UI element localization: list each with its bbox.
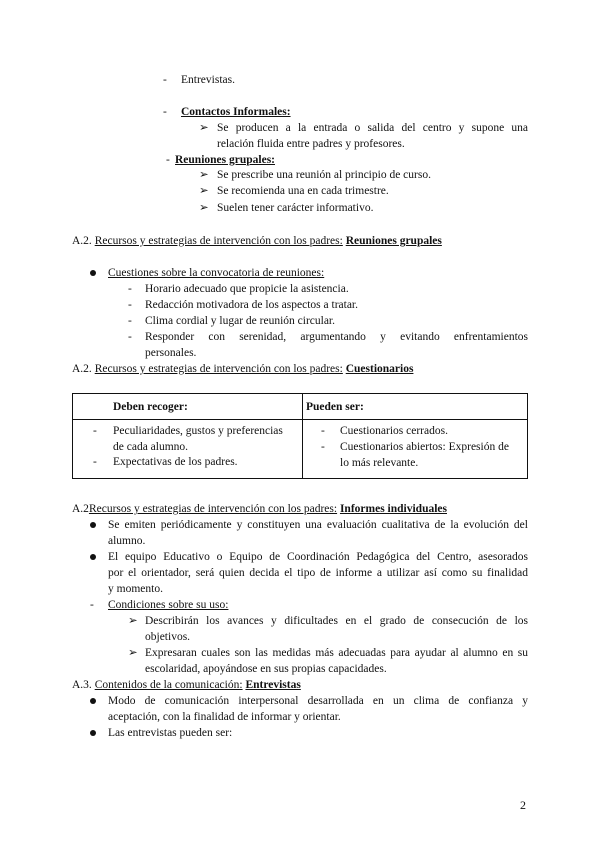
- contenidos-bullet-line1: Las entrevistas pueden ser:: [108, 727, 233, 739]
- reuniones-condition: Clima cordial y lugar de reunión circular.: [145, 315, 336, 327]
- arrow-bullet-icon: ➢: [128, 647, 138, 659]
- contactos-informales-heading: Contactos Informales:: [181, 106, 291, 118]
- cuestiones-convocatoria-heading: Cuestiones sobre la convocatoria de reuniones:: [108, 267, 325, 279]
- dash-marker: -: [93, 456, 97, 468]
- condition-line1: Expresaran cuales son las medidas más adecuadas para ayudar al alumno en su: [145, 647, 528, 659]
- informes-bullet-line3: y momento.: [108, 583, 163, 595]
- condition-line2: objetivos.: [145, 631, 191, 643]
- reuniones-item: Se recomienda una en cada trimestre.: [217, 185, 389, 197]
- arrow-bullet-icon: ➢: [199, 169, 209, 181]
- dash-marker: -: [128, 331, 132, 343]
- bullet-icon: [90, 554, 96, 560]
- section-title: Recursos y estrategias de intervención con los padres:: [94, 363, 343, 375]
- bullet-icon: [90, 698, 96, 704]
- table-cell-text: Cuestionarios cerrados.: [340, 425, 448, 437]
- dash-marker: -: [90, 599, 94, 611]
- contactos-item-line2: relación fluida entre padres y profesores.: [217, 138, 405, 150]
- dash-marker: -: [163, 106, 167, 118]
- dash-marker: -: [128, 299, 132, 311]
- section-prefix: A.2.: [72, 235, 92, 247]
- bullet-icon: [90, 270, 96, 276]
- arrow-bullet-icon: ➢: [199, 185, 209, 197]
- condiciones-uso-heading: Condiciones sobre su uso:: [108, 599, 229, 611]
- col2-header: Pueden ser:: [306, 401, 364, 413]
- table-cell: [73, 420, 303, 479]
- dash-marker: -: [128, 283, 132, 295]
- section-heading-informes: [72, 501, 447, 517]
- section-title-bold: Reuniones grupales: [345, 235, 442, 247]
- table-header-cell: [303, 394, 528, 420]
- section-heading-reuniones: [72, 233, 442, 249]
- page-number: 2: [520, 798, 526, 812]
- cuestionarios-table: [72, 393, 528, 479]
- section-title: Contenidos de la comunicación:: [94, 679, 243, 691]
- arrow-bullet-icon: ➢: [199, 202, 209, 214]
- section-prefix: A.2: [72, 503, 89, 515]
- condition-line1: Describirán los avances y dificultades en el grado de consecución de los: [145, 615, 528, 627]
- section-title-bold: Cuestionarios: [345, 363, 414, 375]
- dash-marker: -: [163, 74, 167, 86]
- reuniones-grupales-heading: Reuniones grupales:: [175, 154, 275, 166]
- informes-bullet-line1: Se emiten periódicamente y constituyen una evaluación cualitativa de la evolución del: [108, 519, 528, 531]
- list-item-entrevistas: Entrevistas.: [181, 74, 235, 86]
- bullet-icon: [90, 522, 96, 528]
- informes-bullet-line1: El equipo Educativo o Equipo de Coordinación Pedagógica del Centro, asesorados: [108, 551, 528, 563]
- arrow-bullet-icon: ➢: [199, 122, 209, 134]
- dash-marker: -: [93, 425, 97, 437]
- table-cell-text: Cuestionarios abiertos: Expresión de: [340, 441, 509, 453]
- contenidos-bullet-line2: aceptación, con la finalidad de informar y orientar.: [108, 711, 341, 723]
- reuniones-condition: Responder con serenidad, argumentando y evitando enfrentamientos: [145, 331, 528, 343]
- arrow-bullet-icon: ➢: [128, 615, 138, 627]
- section-prefix: A.3.: [72, 679, 92, 691]
- table-cell-text: lo más relevante.: [340, 457, 419, 469]
- table-header-cell: [73, 394, 303, 420]
- table-cell-text: de cada alumno.: [113, 441, 189, 453]
- informes-bullet-line2: alumno.: [108, 535, 146, 547]
- dash-marker: -: [321, 425, 325, 437]
- reuniones-item: Se prescribe una reunión al principio de curso.: [217, 169, 431, 181]
- dash-marker: -: [166, 154, 170, 166]
- bullet-icon: [90, 730, 96, 736]
- section-title-bold: Entrevistas: [245, 679, 301, 691]
- informes-bullet-line2: por el orientador, será quien decida el tipo de informe a utilizar así como su finalidad: [108, 567, 528, 579]
- section-title: Recursos y estrategias de intervención con los padres:: [94, 235, 343, 247]
- condition-line2: escolaridad, apoyándose en sus propias capacidades.: [145, 663, 387, 675]
- reuniones-item: Suelen tener carácter informativo.: [217, 202, 374, 214]
- reuniones-condition: Horario adecuado que propicie la asistencia.: [145, 283, 349, 295]
- table-cell: [303, 420, 528, 479]
- reuniones-condition: Redacción motivadora de los aspectos a tratar.: [145, 299, 358, 311]
- section-prefix: A.2.: [72, 363, 92, 375]
- table-cell-text: Expectativas de los padres.: [113, 456, 238, 468]
- col1-header: Deben recoger:: [113, 401, 188, 413]
- section-title: Recursos y estrategias de intervención con los padres:: [88, 503, 338, 515]
- dash-marker: -: [128, 315, 132, 327]
- contactos-item-line1: Se producen a la entrada o salida del centro y supone una: [217, 122, 528, 134]
- section-heading-contenidos: [72, 677, 301, 693]
- section-title-bold: Informes individuales: [339, 503, 447, 515]
- reuniones-condition-continued: personales.: [145, 347, 197, 359]
- dash-marker: -: [321, 441, 325, 453]
- contenidos-bullet-line1: Modo de comunicación interpersonal desarrollada en un clima de confianza y: [108, 695, 528, 707]
- table-cell-text: Peculiaridades, gustos y preferencias: [113, 425, 283, 437]
- section-heading-cuestionarios: [72, 361, 413, 377]
